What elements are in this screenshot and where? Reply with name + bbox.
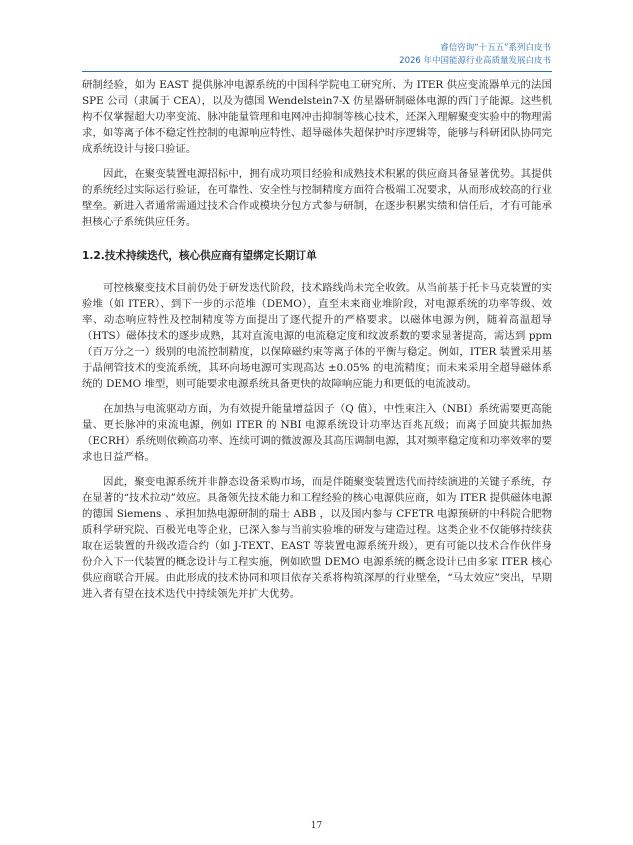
header-report-title: 2026 年中国能源行业高质量发展白皮书	[399, 56, 551, 66]
body-paragraph: 可控核聚变技术目前仍处于研发迭代阶段，技术路线尚未完全收敛。从当前基于托卡马克装置的实验堆（如 ITER）、到下一步的示范堆（DEMO），直至未来商业堆阶段，对电源系统的功率等级、效率、动态响应特性及控制精度等方面提出了逐代提升的严格要求。以磁体电源为例，随着高温超导（HTS）磁体技术的逐步成熟，其对直流电源的电流稳定度和纹波系数的要求显著提高，需达到 ppm（百万分之一）级别的电流控制精度，以保障磁约束等离子体的平衡与稳定。例如，ITER 装置采用基于晶闸管技术的变流系统，其环向场电源可实现高达 ±0.05% 的电流精度；而未来采用全超导磁体系统的 DEMO 堆型，则可能要求电源系统具备更快的故障响应能力和更低的电流波动。	[82, 282, 552, 390]
body-paragraph: 在加热与电流驱动方面，为有效提升能量增益因子（Q 值），中性束注入（NBI）系统需要更高能量、更长脉冲的束流电源，例如 ITER 的 NBI 电源系统设计功率达百兆瓦级；而离子回旋共振加热（ECRH）系统则依赖高功率、连续可调的微波源及其高压调制电源，其对频率稳定度和功率效率的要求也日益严格。	[82, 403, 552, 463]
header-divider	[82, 71, 552, 72]
section-heading: 1.2.技术持续迭代，核心供应商有望绑定长期订单	[82, 250, 317, 262]
header-series-title: 睿信咨询“十五五”系列白皮书	[440, 43, 551, 53]
page-body	[82, 77, 552, 611]
body-paragraph: 研制经验，如为 EAST 提供脉冲电源系统的中国科学院电工研究所、为 ITER 供应变流器单元的法国 SPE 公司（隶属于 CEA），以及为德国 Wendelstein7-X 仿星器研制磁体电源的西门子能源。这些机构不仅掌握超大功率变流、脉冲能量管理和电网冲击抑制等核心技术，还深入理解聚变实验中的物理需求，如等离子体不稳定性控制的电源响应特性、超导磁体失超保护时序逻辑等，能够与科研团队协同完成系统设计与接口验证。	[82, 79, 552, 155]
body-paragraph: 因此，聚变电源系统并非静态设备采购市场，而是伴随聚变装置迭代而持续演进的关键子系统，存在显著的“技术拉动”效应。具备领先技术能力和工程经验的核心电源供应商，如为 ITER 提供磁体电源的德国 Siemens 、承担加热电源研制的瑞士 ABB ，以及国内参与 CFETR 电源预研的中科院合肥物质科学研究院、百极光电等企业，已深入参与当前实验堆的研发与建造过程。这类企业不仅能够持续获取在运装置的升级改造合约（如 J-TEXT、EAST 等装置电源系统升级），更有可能以技术合作伙伴身份介入下一代装置的概念设计与工程实施，例如欧盟 DEMO 电源系统的概念设计已由多家 ITER 核心供应商联合开展。由此形成的技术协同和项目依存关系将构筑深厚的行业壁垒，“马太效应”突出，早期进入者有望在技术迭代中持续领先并扩大优势。	[82, 476, 552, 600]
running-header	[399, 42, 551, 68]
page-number: 17	[310, 821, 323, 831]
body-paragraph: 因此，在聚变装置电源招标中，拥有成功项目经验和成熟技术积累的供应商具备显著优势。其提供的系统经过实际运行验证，在可靠性、安全性与控制精度方面符合极端工况要求，从而形成较高的行业壁垒。新进入者通常需通过技术合作或模块分包方式参与研制，在逐步积累实绩和信任后，才有可能承担核心子系统供应任务。	[82, 168, 552, 228]
